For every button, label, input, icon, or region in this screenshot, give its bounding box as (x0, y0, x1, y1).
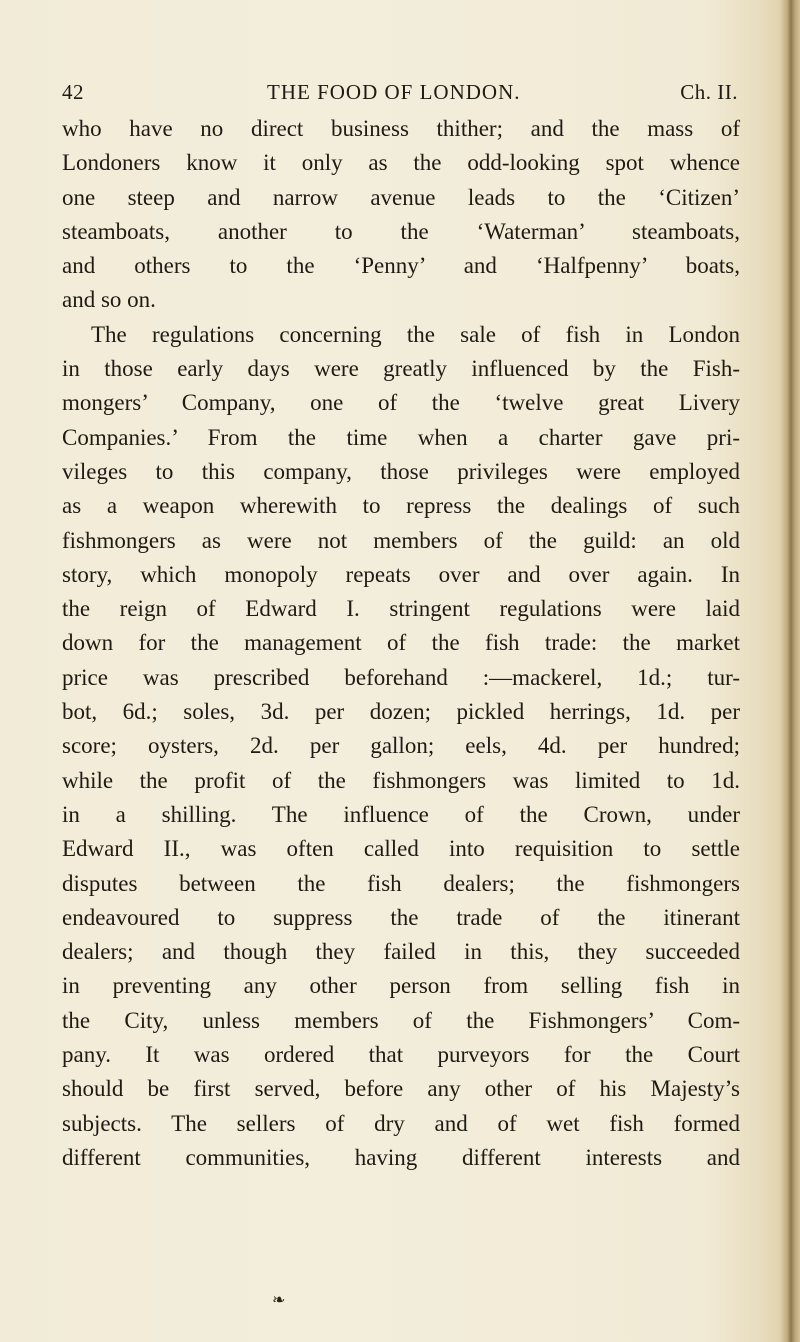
text-line: should be first served, before any other of his Majesty’s (62, 1076, 740, 1102)
text-line: bot, 6d.; soles, 3d. per dozen; pickled herrings, 1d. per (62, 699, 740, 725)
text-line: steamboats, another to the ‘Waterman’ steamboats, (62, 218, 740, 244)
text-line: one steep and narrow avenue leads to the ‘Citizen’ (62, 184, 740, 210)
text-line: the City, unless members of the Fishmongers’ Com- (62, 1007, 740, 1033)
text-line: down for the management of the fish trade: the market (62, 630, 740, 656)
text-line: Edward II., was often called into requisition to settle (62, 836, 740, 862)
running-title: THE FOOD OF LONDON. (267, 80, 521, 104)
page-number: 42 (62, 80, 84, 104)
text-line: Companies.’ From the time when a charter gave pri- (62, 424, 740, 450)
running-head (62, 80, 738, 114)
text-line: endeavoured to suppress the trade of the itinerant (62, 904, 740, 930)
text-line: disputes between the fish dealers; the fishmongers (62, 870, 740, 896)
printer-ornament-icon: ❧ (272, 1292, 286, 1309)
text-line: mongers’ Company, one of the ‘twelve great Livery (62, 390, 740, 416)
body-text (62, 112, 740, 1175)
text-line: price was prescribed beforehand :—mackerel, 1d.; tur- (62, 664, 740, 690)
text-line: in preventing any other person from selling fish in (62, 973, 740, 999)
text-line: who have no direct business thither; and the mass of (62, 116, 740, 141)
text-line: in those early days were greatly influenced by the Fish- (62, 356, 740, 382)
text-line: score; oysters, 2d. per gallon; eels, 4d. per hundred; (62, 733, 740, 759)
text-line: fishmongers as were not members of the guild: an old (62, 527, 740, 553)
text-line: and so on. (62, 287, 156, 313)
text-line: story, which monopoly repeats over and over again. In (62, 561, 740, 587)
text-line: in a shilling. The influence of the Crown, under (62, 801, 740, 827)
text-line: dealers; and though they failed in this, they succeeded (62, 939, 740, 965)
text-line: pany. It was ordered that purveyors for the Court (62, 1042, 740, 1068)
text-line: and others to the ‘Penny’ and ‘Halfpenny’ boats, (62, 253, 740, 279)
text-line: Londoners know it only as the odd-looking spot whence (62, 150, 740, 176)
text-line: The regulations concerning the sale of fish in London (91, 321, 740, 347)
text-line: as a weapon wherewith to repress the dealings of such (62, 493, 740, 519)
text-line: the reign of Edward I. stringent regulations were laid (62, 596, 740, 622)
text-line: different communities, having different interests and (62, 1144, 740, 1170)
text-line: vileges to this company, those privileges were employed (62, 458, 740, 484)
page-gutter-edge (780, 0, 800, 1342)
text-line: while the profit of the fishmongers was limited to 1d. (62, 767, 740, 793)
chapter-reference: Ch. II. (680, 80, 738, 104)
text-line: subjects. The sellers of dry and of wet fish formed (62, 1110, 740, 1136)
